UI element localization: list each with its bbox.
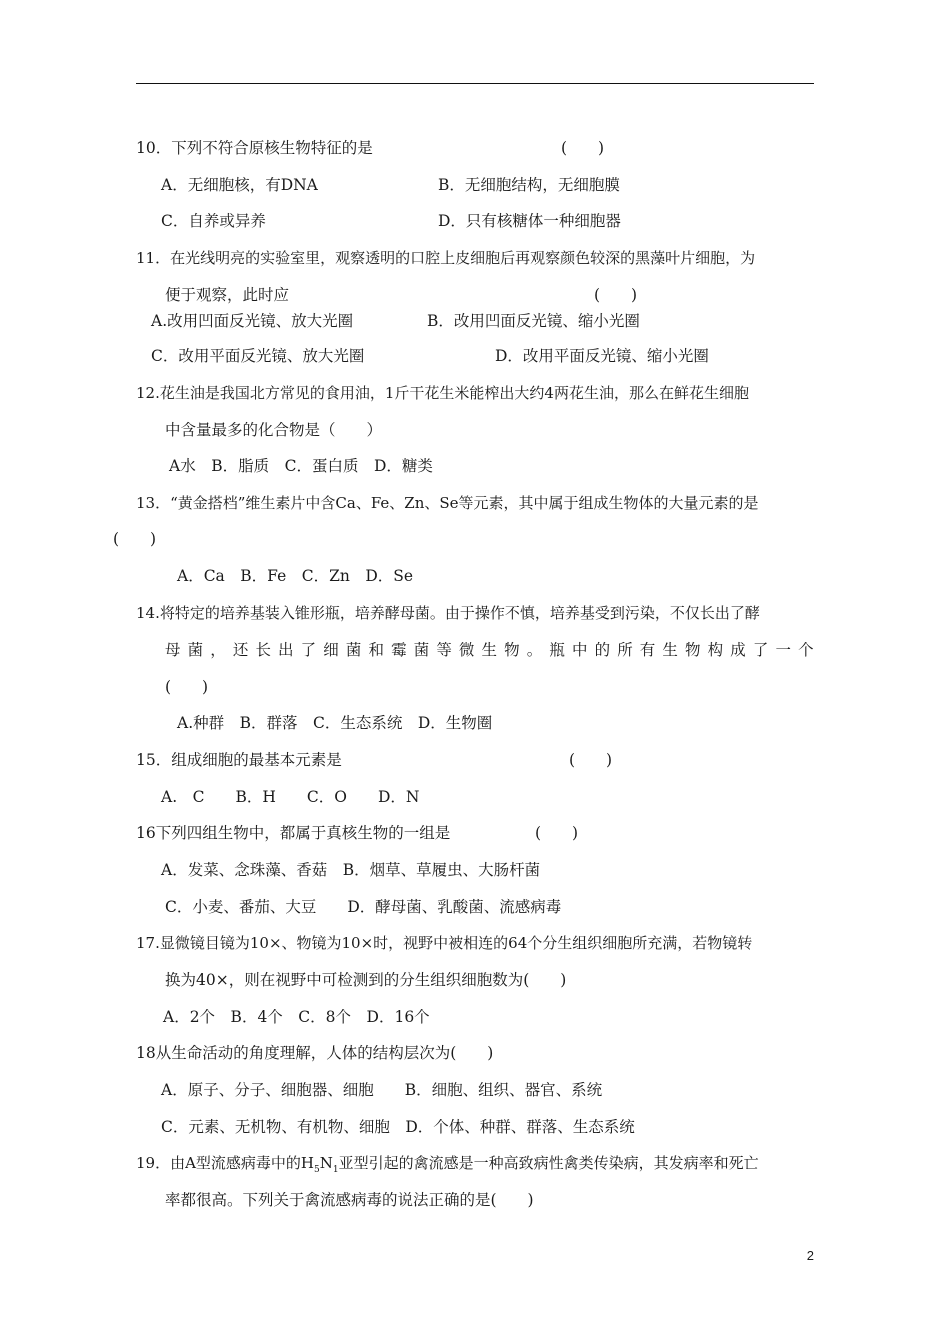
q13-options: A．Ca B．Fe C．Zn D．Se	[177, 567, 414, 585]
q10-answer-paren: ( )	[561, 139, 605, 157]
q16-options-ab: A．发菜、念珠藻、香菇 B．烟草、草履虫、大肠杆菌	[161, 861, 541, 879]
q14-stem-line2-char: 和	[368, 641, 384, 659]
q14-stem-line2-char: 菌	[413, 641, 430, 659]
q12-stem-line2: 中含量最多的化合物是（ ）	[165, 421, 383, 439]
q13-answer-paren: ( )	[113, 530, 157, 548]
q19-stem-mid: N	[319, 1154, 333, 1172]
q17-options: A．2个 B．4个 C．8个 D．16个	[163, 1008, 430, 1026]
page-number: 2	[806, 1248, 814, 1263]
q10-option-c: C．自养或异养	[161, 212, 266, 230]
q14-stem-line2-char: 的	[594, 641, 611, 659]
q14-stem-line2-char: 菌	[187, 641, 204, 659]
q15-stem: 15．组成细胞的最基本元素是	[136, 751, 342, 769]
header-rule	[136, 83, 814, 84]
q14-stem-line2	[165, 640, 814, 660]
q14-stem-line1: 14.将特定的培养基装入锥形瓶，培养酵母菌。由于操作不慎，培养基受到污染，不仅长出了酵	[136, 604, 760, 622]
q11-option-a: A.改用凹面反光镜、放大光圈	[151, 312, 354, 330]
q14-stem-line2-char: 微	[458, 641, 475, 659]
q11-stem-line2: 便于观察，此时应	[165, 286, 290, 304]
q14-stem-line2-char: 母	[165, 641, 181, 659]
q10-option-d: D．只有核糖体一种细胞器	[438, 212, 621, 230]
q14-stem-line2-char: 长	[255, 641, 271, 659]
q14-stem-line2-char: 了	[752, 641, 769, 659]
q14-stem-line2-char: 物	[504, 641, 520, 659]
q14-stem-line2-char: 有	[639, 641, 656, 659]
q18-stem: 18从生命活动的角度理解，人体的结构层次为( )	[136, 1044, 494, 1062]
q14-stem-line2-char: 细	[323, 641, 339, 659]
q14-stem-line2-char: 生	[481, 641, 498, 659]
q17-stem-line2: 换为40×，则在视野中可检测到的分生组织细胞数为( )	[165, 971, 567, 989]
q19-stem-pre: 19．由A型流感病毒中的H	[136, 1154, 315, 1172]
q18-options-ab: A．原子、分子、细胞器、细胞 B．细胞、组织、器官、系统	[161, 1081, 603, 1099]
q14-answer-paren: ( )	[165, 678, 209, 696]
q16-options-cd: C．小麦、番茄、大豆 D．酵母菌、乳酸菌、流感病毒	[165, 898, 562, 916]
q14-stem-line2-char: ，	[210, 641, 226, 659]
q15-options: A. C B．H C．O D．N	[161, 788, 420, 806]
q14-stem-line2-char: 物	[685, 641, 701, 659]
q19-stem-line2: 率都很高。下列关于禽流感病毒的说法正确的是( )	[165, 1191, 534, 1209]
q19-subscript-1: 1	[332, 1165, 339, 1175]
q19-stem-line1	[136, 1153, 759, 1180]
q14-stem-line2-char: 出	[278, 641, 294, 659]
q14-stem-line2-char: 一	[775, 641, 791, 659]
q10-stem: 10．下列不符合原核生物特征的是	[136, 139, 373, 157]
q14-stem-line2-char: 瓶	[549, 641, 565, 659]
q10-option-a: A．无细胞核，有DNA	[161, 176, 318, 194]
q16-answer-paren: ( )	[535, 824, 579, 842]
q17-stem-line1: 17.显微镜目镜为10×、物镜为10×时，视野中被相连的64个分生组织细胞所充满，若物镜转	[136, 934, 753, 952]
q11-option-c: C．改用平面反光镜、放大光圈	[151, 347, 365, 365]
q14-stem-line2-char: 。	[526, 641, 543, 659]
q18-options-cd: C．元素、无机物、有机物、细胞 D．个体、种群、群落、生态系统	[161, 1118, 635, 1136]
q12-stem-line1: 12.花生油是我国北方常见的食用油，1斤干花生米能榨出大约4两花生油，那么在鲜花生细胞	[136, 384, 749, 402]
q13-stem-line1: 13．“黄金搭档”维生素片中含Ca、Fe、Zn、Se等元素，其中属于组成生物体的大量元素的是	[136, 494, 759, 512]
q16-stem: 16下列四组生物中，都属于真核生物的一组是	[136, 824, 451, 842]
q19-subscript-5: 5	[314, 1165, 320, 1175]
q10-option-b: B．无细胞结构，无细胞膜	[438, 176, 620, 194]
q14-stem-line2-char: 霉	[391, 641, 407, 659]
q14-stem-line2-char: 个	[798, 641, 814, 659]
q14-stem-line2-char: 还	[232, 641, 249, 659]
q11-stem-line1: 11．在光线明亮的实验室里，观察透明的口腔上皮细胞后再观察颜色较深的黑藻叶片细胞，为	[136, 249, 756, 267]
q14-stem-line2-char: 等	[436, 641, 452, 659]
q14-stem-line2-char: 构	[707, 641, 724, 659]
q12-options: A水 B．脂质 C．蛋白质 D．糖类	[169, 457, 433, 475]
q15-answer-paren: ( )	[569, 751, 613, 769]
q11-answer-paren: ( )	[594, 286, 638, 304]
q14-stem-line2-char: 中	[571, 641, 588, 659]
q14-options: A.种群 B．群落 C．生态系统 D．生物圈	[177, 714, 493, 732]
q14-stem-line2-char: 菌	[345, 641, 362, 659]
q14-stem-line2-char: 了	[300, 641, 317, 659]
q14-stem-line2-char: 所	[617, 641, 633, 659]
q14-stem-line2-char: 生	[662, 641, 678, 659]
q11-option-d: D．改用平面反光镜、缩小光圈	[495, 347, 709, 365]
q14-stem-line2-char: 成	[730, 641, 746, 659]
q11-option-b: B．改用凹面反光镜、缩小光圈	[427, 312, 640, 330]
q19-stem-post: 亚型引起的禽流感是一种高致病性禽类传染病，其发病率和死亡	[338, 1154, 759, 1172]
